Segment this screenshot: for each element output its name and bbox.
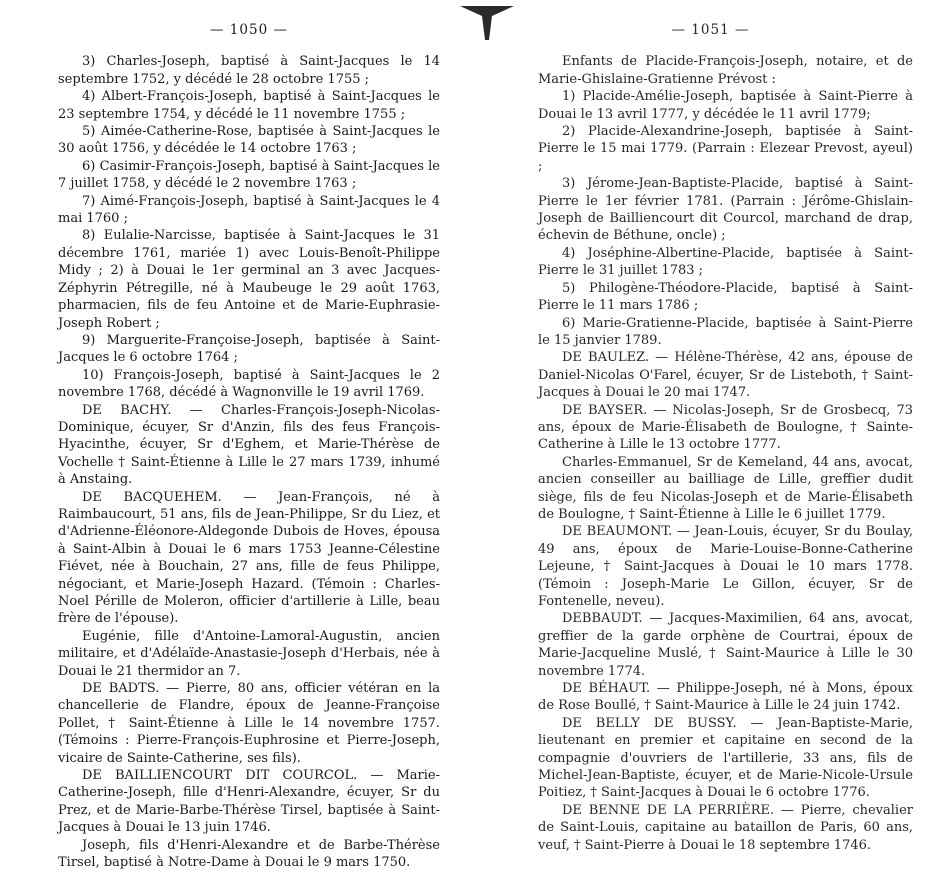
paragraph: 3) Jérome-Jean-Baptiste-Placide, baptisé à Saint-Pierre le 1er février 1781. (Parrain : Jérôme-Ghislain-Joseph de Bailliencourt dit Courcol, marchand de drap, échevin de Béthune, oncle) ; [538,176,913,244]
entry-paragraph: DE BENNE DE LA PERRIÈRE. — Pierre, chevalier de Saint-Louis, capitaine au bataillon de Paris, 60 ans, veuf, † Saint-Pierre à Douai le 18 septembre 1746. [538,802,913,853]
right-page [538,0,913,853]
paragraph: Joseph, fils d'Henri-Alexandre et de Barbe-Thérèse Tirsel, baptisé à Notre-Dame à Douai le 9 mars 1750. [58,837,440,871]
entry-paragraph: DE BEAUMONT. — Jean-Louis, écuyer, Sr du Boulay, 49 ans, époux de Marie-Louise-Bonne-Catherine Lejeune, † Saint-Jacques à Douai le 10 mars 1778. (Témoin : Joseph-Marie Le Gillon, écuyer, Sr de Fontenelle, neveu). [538,524,913,609]
paragraph: 4) Albert-François-Joseph, baptisé à Saint-Jacques le 23 septembre 1754, y décédé le 11 novembre 1755 ; [58,89,440,122]
entry-paragraph: DE BAULEZ. — Hélène-Thérèse, 42 ans, épouse de Daniel-Nicolas O'Farel, écuyer, Sr de Listeboth, † Saint-Jacques à Douai le 20 mai 1747. [538,350,913,401]
paragraph: 10) François-Joseph, baptisé à Saint-Jacques le 2 novembre 1768, décédé à Wagnonville le 19 avril 1769. [58,367,440,401]
paragraph: 2) Placide-Alexandrine-Joseph, baptisée à Saint-Pierre le 15 mai 1779. (Parrain : Elezear Prevost, ayeul) ; [538,124,913,174]
paragraph: 5) Aimée-Catherine-Rose, baptisée à Saint-Jacques le 30 août 1756, y décédée le 14 octobre 1763 ; [58,124,440,157]
entry-paragraph: DE BACQUEHEM. — Jean-François, né à Raimbaucourt, 51 ans, fils de Jean-Philippe, Sr du Liez, et d'Adrienne-Éléonore-Aldegonde Dubois de Hoves, épousa à Saint-Albin à Douai le 6 mars 1753 Jeanne-Célestine Fiévet, née à Bouchain, 27 ans, fille de feus Philippe, négociant, et Marie-Joseph Hazard. (Témoin : Charles-Noel Pérille de Moleron, officier d'artillerie à Lille, beau frère de l'épouse). [58,489,440,627]
paragraph: 4) Joséphine-Albertine-Placide, baptisée à Saint-Pierre le 31 juillet 1783 ; [538,245,913,279]
left-page [58,0,440,871]
paragraph: Enfants de Placide-François-Joseph, notaire, et de Marie-Ghislaine-Gratienne Prévost : [538,54,913,87]
entry-paragraph: DE BAILLIENCOURT DIT COURCOL. — Marie-Catherine-Joseph, fille d'Henri-Alexandre, écuyer, Sr du Prez, et de Marie-Barbe-Thérèse Tirsel, baptisée à Saint-Jacques à Douai le 13 juin 1746. [58,768,440,836]
page-number: — 1051 — [671,22,750,38]
entry-paragraph: DEBBAUDT. — Jacques-Maximilien, 64 ans, avocat, greffier de la garde orphène de Courtrai, époux de Marie-Jacqueline Muslé, † Saint-Maurice à Lille le 30 novembre 1774. [538,611,913,679]
entry-paragraph: DE BÉHAUT. — Philippe-Joseph, né à Mons, époux de Rose Boullé, † Saint-Maurice à Lille le 24 juin 1742. [538,681,913,714]
paragraph: 9) Marguerite-Françoise-Joseph, baptisée à Saint-Jacques le 6 octobre 1764 ; [58,332,440,366]
paragraph: 6) Marie-Gratienne-Placide, baptisée à Saint-Pierre le 15 janvier 1789. [538,315,913,348]
entry-paragraph: DE BACHY. — Charles-François-Joseph-Nicolas-Dominique, écuyer, Sr d'Anzin, fils des feus François-Hyacinthe, écuyer, Sr d'Eghem, et Marie-Thérèse de Vochelle † Saint-Étienne à Lille le 27 mars 1739, inhumé à Anstaing. [58,402,440,488]
paragraph: 6) Casimir-François-Joseph, baptisé à Saint-Jacques le 7 juillet 1758, y décédé le 2 novembre 1763 ; [58,158,440,192]
entry-paragraph: DE BADTS. — Pierre, 80 ans, officier vétéran en la chancellerie de Flandre, époux de Jeanne-Françoise Pollet, † Saint-Étienne à Lille le 14 novembre 1757. (Témoins : Pierre-François-Euphrosine et Pierre-Joseph, vicaire de Sainte-Catherine, ses fils). [58,681,440,766]
paragraph: 1) Placide-Amélie-Joseph, baptisée à Saint-Pierre à Douai le 13 avril 1777, y décédée le 11 avril 1779; [538,89,913,122]
paragraph: Charles-Emmanuel, Sr de Kemeland, 44 ans, avocat, ancien conseiller au bailliage de Lille, greffier dudit siège, fils de feu Nicolas-Joseph et de Marie-Élisabeth de Boulogne, † Saint-Étienne à Lille le 6 juillet 1779. [538,454,913,522]
paragraph: 3) Charles-Joseph, baptisé à Saint-Jacques le 14 septembre 1752, y décédé le 28 octobre 1755 ; [58,54,440,87]
paragraph: 7) Aimé-François-Joseph, baptisé à Saint-Jacques le 4 mai 1760 ; [58,193,440,227]
paragraph: 8) Eulalie-Narcisse, baptisée à Saint-Jacques le 31 décembre 1761, mariée 1) avec Louis-Benoît-Philippe Midy ; 2) à Douai le 1er germinal an 3 avec Jacques-Zéphyrin Pétregille, né à Maubeuge le 29 août 1763, pharmacien, fils de feu Antoine et de Marie-Euphrasie-Joseph Robert ; [58,228,440,331]
page-number: — 1050 — [210,22,288,38]
paragraph: Eugénie, fille d'Antoine-Lamoral-Augustin, ancien militaire, et d'Adélaïde-Anastasie-Joseph d'Herbais, née à Douai le 21 thermidor an 7. [58,628,440,679]
paragraph: 5) Philogène-Théodore-Placide, baptisé à Saint-Pierre le 11 mars 1786 ; [538,280,913,314]
entry-paragraph: DE BELLY DE BUSSY. — Jean-Baptiste-Marie, lieutenant en premier et capitaine en second de la compagnie d'ouvriers de l'artillerie, 33 ans, fils de Michel-Jean-Baptiste, écuyer, et de Marie-Nicole-Ursule Poitiez, † Saint-Jacques à Douai le 6 octobre 1776. [538,715,913,801]
entry-paragraph: DE BAYSER. — Nicolas-Joseph, Sr de Grosbecq, 73 ans, époux de Marie-Élisabeth de Boulogne, † Sainte-Catherine à Lille le 13 octobre 1777. [538,402,913,453]
